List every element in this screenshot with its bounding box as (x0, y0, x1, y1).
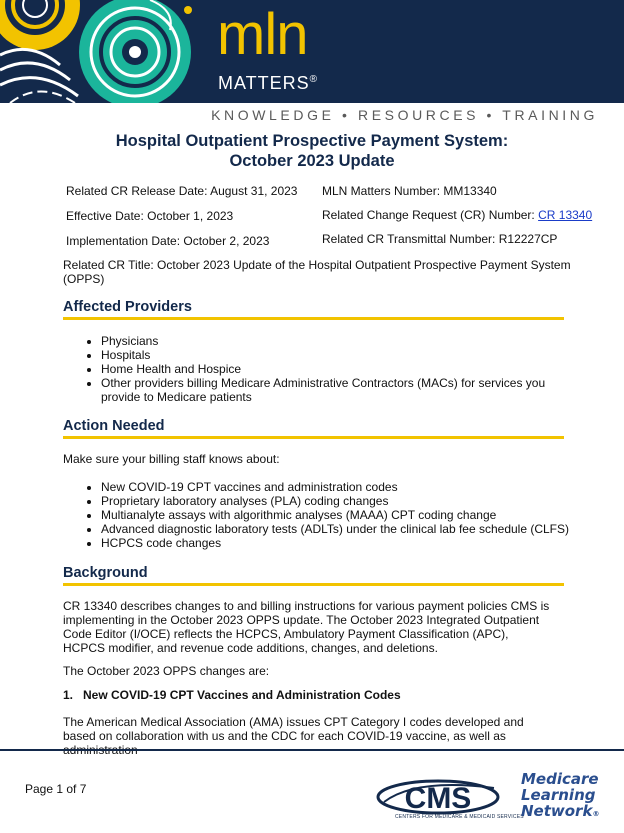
list-item: • Other providers billing Medicare Administrative Contractors (MACs) for services you provide to Medicare patients (101, 376, 573, 404)
mln-line-network: Network (521, 802, 593, 820)
title-line-1: Hospital Outpatient Prospective Payment System: (115, 132, 509, 150)
list-item: • Multianalyte assays with algorithmic analyses (MAAA) CPT coding change (101, 508, 573, 522)
medicare-learning-network-logo (521, 771, 611, 822)
affected-providers-heading: Affected Providers (63, 299, 192, 315)
covid-vaccine-subheading: 1. New COVID-19 CPT Vaccines and Administration Codes (63, 688, 401, 702)
mln-line-medicare: Medicare (521, 770, 599, 788)
ama-paragraph: The American Medical Association (AMA) issues CPT Category I codes developed and based on collaboration with us and the CDC for each COVID-19 vaccine, as well as (63, 715, 524, 743)
section-divider (63, 317, 564, 320)
list-item: • Physicians (101, 334, 573, 348)
mln-logo-text: mln (217, 2, 308, 67)
cms-subtitle: CENTERS FOR MEDICARE & MEDICAID SERVICES (395, 814, 524, 820)
background-paragraph: CR 13340 describes changes to and billing instructions for various payment policies CMS is implementing in the October 2023 OPPS update. The October 2023 Integrated Outpatient Code Editor (I/OCE) reflects the HCPCS, Ambulatory Payment Classification (APC), HCPCS modifier, and revenue code additions, changes, and deletions. (63, 599, 550, 655)
list-item: • HCPCS code changes (101, 536, 573, 550)
cr-title: Related CR Title: October 2023 Update of the Hospital Outpatient Prospective Payment System (OPPS) (63, 258, 571, 286)
cms-logo-text: CMS (404, 782, 472, 815)
section-divider (63, 436, 564, 439)
action-needed-list (63, 480, 573, 550)
mln-matters-number: MLN Matters Number: MM13340 (322, 184, 497, 198)
list-item: • Home Health and Hospice (101, 362, 573, 376)
footer-divider (0, 749, 624, 751)
change-request-label: Related Change Request (CR) Number: (322, 208, 539, 222)
list-item: • Advanced diagnostic laboratory tests (ADLTs) under the clinical lab fee schedule (CLFS) (101, 522, 573, 536)
mln-line-learning: Learning (521, 786, 596, 804)
list-item: • New COVID-19 CPT vaccines and administration codes (101, 480, 573, 494)
list-item: • Proprietary laboratory analyses (PLA) coding changes (101, 494, 573, 508)
document-title (0, 131, 624, 171)
opps-changes-intro: The October 2023 OPPS changes are: (63, 664, 270, 678)
cms-logo (376, 776, 506, 816)
tagline: KNOWLEDGE • RESOURCES • TRAINING (211, 107, 598, 123)
action-needed-heading: Action Needed (63, 418, 165, 434)
registered-mark: ® (309, 74, 319, 85)
action-needed-intro: Make sure your billing staff knows about: (63, 452, 280, 466)
change-request-number (322, 208, 592, 222)
release-date: Related CR Release Date: August 31, 2023 (66, 184, 298, 198)
header-banner (0, 0, 624, 103)
mln-line-network-wrap (521, 803, 611, 822)
matters-logo-text (218, 70, 318, 93)
page-number: Page 1 of 7 (25, 782, 87, 796)
implementation-date: Implementation Date: October 2, 2023 (66, 234, 270, 248)
effective-date: Effective Date: October 1, 2023 (66, 209, 234, 223)
title-line-2: October 2023 Update (229, 152, 395, 170)
list-item: • Hospitals (101, 348, 573, 362)
mln-registered-mark: ® (592, 810, 600, 818)
change-request-link[interactable]: CR 13340 (538, 208, 593, 222)
affected-providers-list (63, 334, 573, 404)
transmittal-number: Related CR Transmittal Number: R12227CP (322, 232, 558, 246)
matters-word: MATTERS (218, 73, 310, 93)
background-heading: Background (63, 565, 148, 581)
section-divider (63, 583, 564, 586)
decorative-rings-graphic (0, 0, 210, 103)
